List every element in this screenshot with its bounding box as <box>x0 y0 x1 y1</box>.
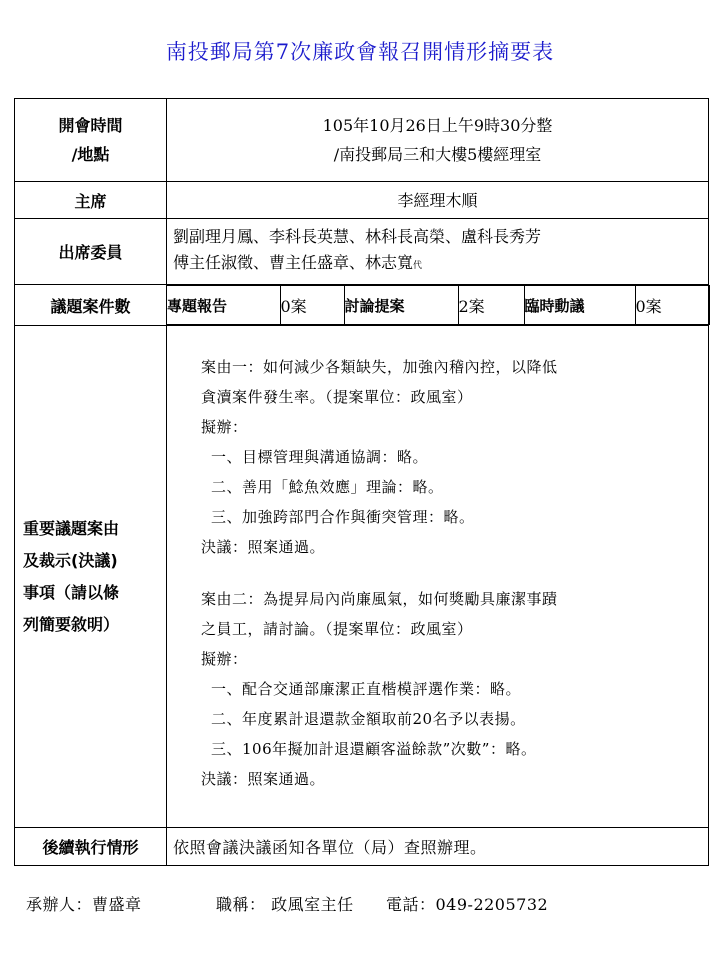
case2-method-label: 擬辦： <box>201 650 248 668</box>
agenda-count-cells <box>167 285 709 326</box>
discussion-proposal-label: 討論提案 <box>344 286 458 325</box>
case2-line1: 案由二：為提昇局內尚廉風氣，如何獎勵具廉潔事蹟 <box>201 590 558 608</box>
special-report-label: 專題報告 <box>167 286 280 325</box>
meeting-label-line2: /地點 <box>71 145 110 164</box>
meeting-label <box>15 99 167 182</box>
attendees-line2 <box>173 250 708 279</box>
resolutions-label-line2: 及裁示(決議) <box>23 550 118 570</box>
meeting-value <box>167 99 709 182</box>
extempore-motion-count: 0案 <box>635 286 709 325</box>
footer-contact <box>26 892 548 915</box>
agenda-count-table <box>167 285 710 325</box>
summary-table <box>14 98 709 866</box>
attendees-proxy-tag: 代 <box>413 261 423 271</box>
case2-item-3: 三、106年擬加計退還顧客溢餘款”次數”：略。 <box>211 740 537 758</box>
resolutions-body <box>167 326 709 828</box>
case-spacer <box>201 562 708 584</box>
footer-position: 職稱： 政風室主任 <box>216 895 354 914</box>
follow-up-value: 依照會議決議函知各單位（局）查照辦理。 <box>167 828 709 866</box>
footer-handler: 承辦人：曹盛章 <box>26 895 142 914</box>
meeting-row <box>15 99 709 182</box>
meeting-place: /南投郵局三和大樓5樓經理室 <box>333 145 542 164</box>
case1-resolution: 決議：照案通過。 <box>201 538 326 556</box>
attendees-label: 出席委員 <box>15 219 167 285</box>
resolutions-label-line1: 重要議題案由 <box>23 518 120 538</box>
meeting-label-line1: 開會時間 <box>58 116 123 135</box>
case1-item-2: 二、善用「鯰魚效應」理論：略。 <box>211 478 444 496</box>
case2-line2: 之員工，請討論。（提案單位：政風室） <box>201 620 473 638</box>
attendees-row <box>15 219 709 285</box>
case1-line2: 貪瀆案件發生率。（提案單位：政風室） <box>201 388 473 406</box>
extempore-motion-label: 臨時動議 <box>524 286 635 325</box>
resolutions-label-line4: 列簡要敘明） <box>23 614 120 634</box>
attendees-value <box>167 219 709 285</box>
resolutions-row <box>15 326 709 828</box>
meeting-time: 105年10月26日上午9時30分整 <box>322 116 553 135</box>
case1-method-label: 擬辦： <box>201 418 248 436</box>
agenda-count-row <box>15 285 709 326</box>
footer-phone: 電話：049-2205732 <box>386 895 549 914</box>
resolutions-content <box>167 326 708 794</box>
case2-item-1: 一、配合交通部廉潔正直楷模評選作業：略。 <box>211 680 522 698</box>
attendees-line1: 劉副理月鳳、李科長英慧、林科長高榮、盧科長秀芳 <box>173 227 542 246</box>
discussion-proposal-count: 2案 <box>458 286 524 325</box>
case1-item-3: 三、加強跨部門合作與衝突管理：略。 <box>211 508 475 526</box>
resolutions-label <box>15 326 167 828</box>
case1-line1: 案由一：如何減少各類缺失，加強內稽內控，以降低 <box>201 358 558 376</box>
agenda-count-label: 議題案件數 <box>15 285 167 326</box>
case2-item-2: 二、年度累計退還款金額取前20名予以表揚。 <box>211 710 526 728</box>
case2-resolution: 決議：照案通過。 <box>201 770 326 788</box>
chair-label: 主席 <box>15 182 167 219</box>
attendees-line2-names: 傅主任淑徵、曹主任盛章、林志寬 <box>173 253 414 272</box>
case1-item-1: 一、目標管理與溝通協調：略。 <box>211 448 429 466</box>
document-title: 南投郵局第7次廉政會報召開情形摘要表 <box>165 40 555 64</box>
special-report-count: 0案 <box>280 286 344 325</box>
chair-value: 李經理木順 <box>167 182 709 219</box>
chair-row <box>15 182 709 219</box>
follow-up-row <box>15 828 709 866</box>
follow-up-label: 後續執行情形 <box>15 828 167 866</box>
resolutions-label-line3: 事項（請以條 <box>23 582 120 602</box>
